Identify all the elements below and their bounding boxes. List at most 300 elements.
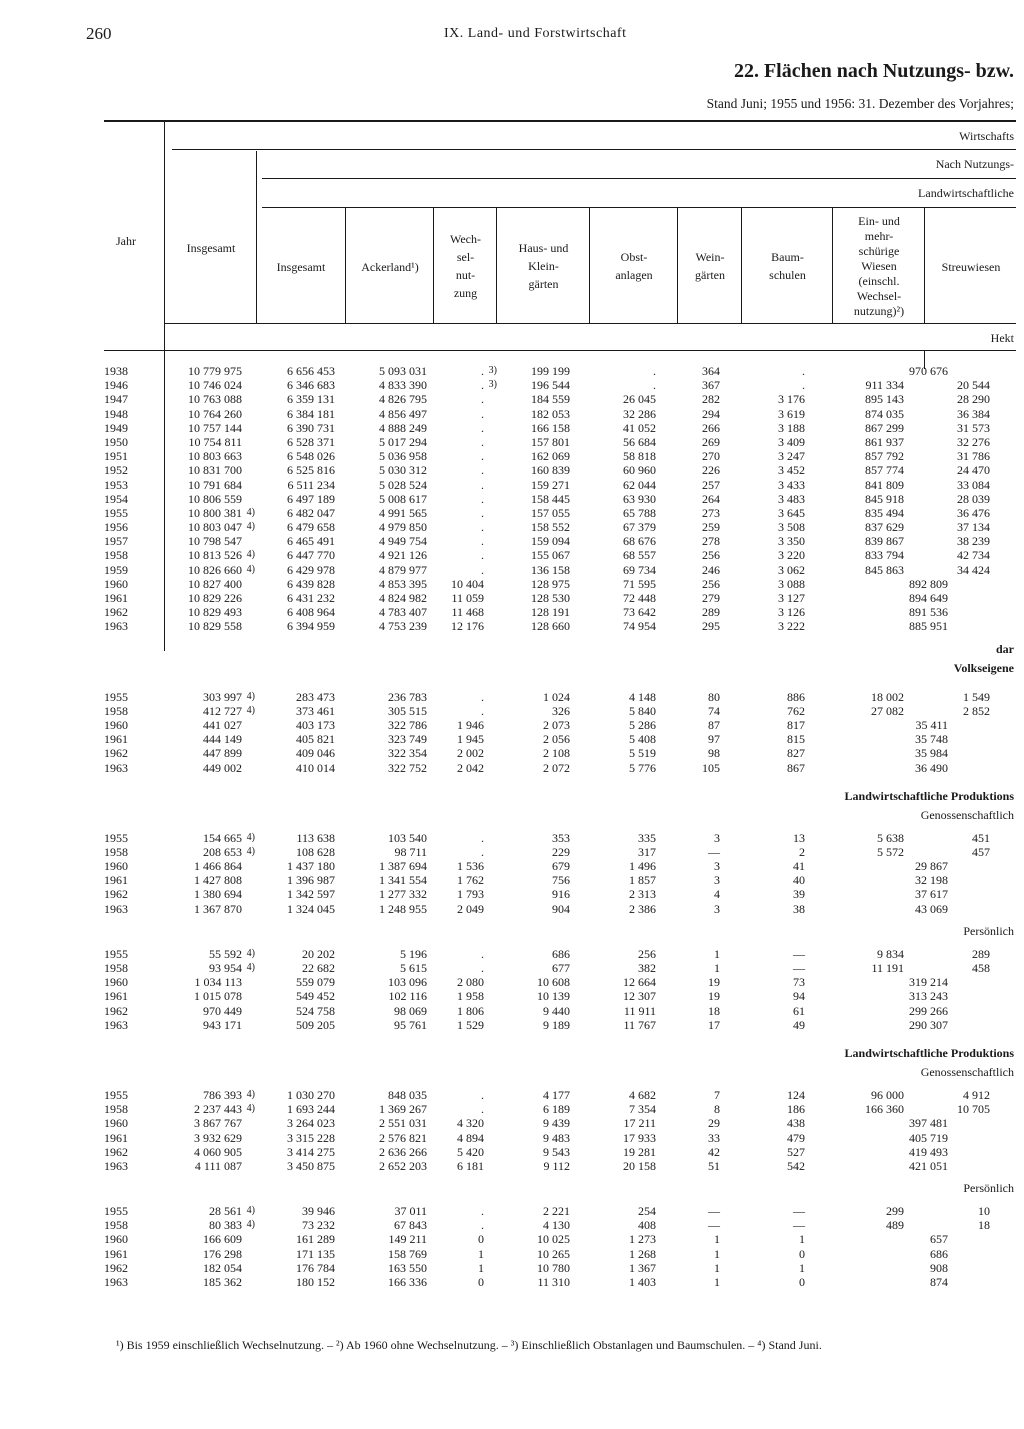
value-cell-c5: [500, 520, 570, 534]
value-cell-c8: [745, 1247, 805, 1261]
merged-wiesen-cell: 35 411: [915, 717, 948, 732]
value: 6 528 371: [287, 434, 335, 449]
value: 51: [708, 1158, 720, 1173]
value: 305 515: [388, 703, 427, 718]
value-cell-c9: 895 143: [865, 392, 904, 407]
value-cell-c5: [500, 873, 570, 887]
value-cell-c5: [500, 1004, 570, 1018]
value-cell-c7: [682, 463, 720, 477]
value: 6 525 816: [287, 463, 335, 478]
value: 13: [793, 830, 805, 845]
value-cell-c3: [350, 859, 427, 873]
merged-wiesen-cell: 908: [930, 1260, 948, 1275]
value-cell-c4: [437, 1232, 484, 1246]
value: 5 420: [457, 1144, 484, 1159]
value-cell-c7: [682, 1204, 720, 1218]
value-cell-c9: 489: [886, 1218, 904, 1233]
value-cell-c1: [160, 1232, 242, 1246]
section-spacer: [0, 1032, 1024, 1044]
year-cell: 1958: [104, 1102, 128, 1117]
value-cell-c6: [590, 478, 656, 492]
value: 171 135: [296, 1246, 335, 1261]
value: 303 997: [203, 689, 242, 704]
value: 1 403: [629, 1275, 656, 1289]
table-row: [0, 761, 1024, 775]
year-cell: 1961: [104, 873, 128, 888]
value: 1: [714, 1260, 720, 1275]
value-cell-c2: [258, 478, 335, 492]
value: 10 779 975: [188, 364, 242, 378]
value: 98 711: [394, 844, 427, 859]
value: 157 801: [531, 434, 570, 449]
value: 282: [702, 392, 720, 407]
value-cell-c8: [745, 761, 805, 775]
value-cell-c10: 36 384: [957, 406, 990, 421]
footnote-ref: 4): [246, 962, 255, 973]
value: 159 094: [531, 534, 570, 549]
value-cell-c7: [682, 421, 720, 435]
merged-wiesen-cell: 405 719: [909, 1130, 948, 1145]
value-cell-c5: [500, 704, 570, 718]
value-cell-c9: 299: [886, 1204, 904, 1219]
value: 60 960: [623, 463, 656, 478]
value-cell-c4: [437, 619, 484, 633]
year-cell: 1949: [104, 420, 128, 435]
section-label-text: Persönlich: [963, 1181, 1014, 1196]
value: 686: [552, 946, 570, 961]
value-cell-c3: [350, 732, 427, 746]
value-cell-c4: [437, 478, 484, 492]
value-cell-c1: [160, 492, 242, 506]
value-cell-c5: [500, 478, 570, 492]
value-cell-c8: [745, 605, 805, 619]
value: 65 788: [623, 505, 656, 520]
footnote-ref: 4): [246, 549, 255, 561]
value-cell-c5: [500, 563, 570, 577]
value: 405 821: [296, 732, 335, 747]
value: 326: [552, 703, 570, 718]
value: 196 544: [531, 378, 570, 393]
value: 17 933: [623, 1130, 656, 1145]
value-cell-c3: [350, 1247, 427, 1261]
value-cell-c8: [745, 1102, 805, 1116]
value-cell-c7: [682, 1218, 720, 1232]
value: .: [481, 477, 484, 492]
value-cell-c3: [350, 1275, 427, 1289]
value-cell-c4: [437, 845, 484, 859]
value-cell-c3: [350, 704, 427, 718]
value-cell-c8: [745, 746, 805, 760]
value: 1 367: [629, 1260, 656, 1275]
value: 1 341 554: [379, 873, 427, 888]
value-cell-c8: [745, 1088, 805, 1102]
table-row: [0, 548, 1024, 562]
value: 19: [708, 989, 720, 1004]
value: 4: [714, 887, 720, 902]
value-cell-c10: 31 786: [957, 449, 990, 464]
value: 1 945: [457, 732, 484, 747]
value-cell-c4: [437, 961, 484, 975]
value-cell-c1: [160, 548, 242, 562]
year-cell: 1950: [104, 434, 128, 449]
value-cell-c10: 10 705: [957, 1102, 990, 1117]
value-cell-c1: [160, 1116, 242, 1130]
year-cell: 1954: [104, 491, 128, 506]
table-row: [0, 1247, 1024, 1261]
year-cell: 1957: [104, 534, 128, 549]
value-cell-c7: [682, 732, 720, 746]
value: 3 645: [778, 505, 805, 520]
value-cell-c4: [437, 1159, 484, 1173]
value-cell-c1: [160, 859, 242, 873]
table-row: [0, 577, 1024, 591]
value: 1: [714, 1232, 720, 1247]
value-cell-c6: [590, 435, 656, 449]
value: 128 975: [531, 576, 570, 591]
value: 246: [702, 562, 720, 577]
value-cell-c1: [160, 989, 242, 1003]
value-cell-c8: [745, 1159, 805, 1173]
value-cell-c4: [437, 859, 484, 873]
value: 10 780: [537, 1260, 570, 1275]
value-cell-c5: [500, 548, 570, 562]
col-divider-5: [589, 208, 590, 324]
table-row: [0, 859, 1024, 873]
value: 11 059: [451, 591, 484, 605]
value: —: [793, 1218, 805, 1233]
value: 1 806: [457, 1003, 484, 1018]
value: 3 414 275: [287, 1144, 335, 1159]
section-label-text: Genossenschaftlich: [920, 1064, 1014, 1079]
value: 1 030 270: [287, 1087, 335, 1102]
value: 67 379: [623, 520, 656, 535]
value-cell-c2: [258, 364, 335, 378]
value-cell-c5: [500, 1018, 570, 1032]
value: 226: [702, 463, 720, 478]
value-cell-c2: [258, 989, 335, 1003]
year-cell: 1962: [104, 1003, 128, 1018]
table-row: [0, 947, 1024, 961]
value-cell-c1: [160, 605, 242, 619]
value-cell-c9: 867 299: [865, 420, 904, 435]
value-cell-c4: [437, 947, 484, 961]
value-cell-c5: [500, 449, 570, 463]
header-jahr: Jahr: [116, 234, 136, 248]
value-cell-c8: [745, 563, 805, 577]
value-cell-c1: [160, 887, 242, 901]
value-cell-c3: [350, 887, 427, 901]
value-cell-c5: [500, 577, 570, 591]
value-cell-c8: [745, 407, 805, 421]
value: 108 628: [296, 844, 335, 859]
value-cell-c6: [590, 704, 656, 718]
value: 4 177: [543, 1087, 570, 1102]
value: 449 002: [203, 760, 242, 775]
value-cell-c6: [590, 873, 656, 887]
table-row: [0, 690, 1024, 704]
value-cell-c8: [745, 887, 805, 901]
value-cell-c9: 845 863: [865, 562, 904, 577]
value-cell-c4: [437, 534, 484, 548]
footnote-ref: 4): [246, 521, 255, 533]
value-cell-c6: [590, 619, 656, 633]
value-cell-c3: [350, 1261, 427, 1275]
section-label-text: Genossenschaftlich: [920, 807, 1014, 822]
value-cell-c6: [590, 364, 656, 378]
year-cell: 1958: [104, 703, 128, 718]
year-cell: 1963: [104, 1275, 128, 1289]
value: 11 310: [537, 1275, 570, 1289]
table-row: [0, 746, 1024, 760]
value-cell-c8: [745, 732, 805, 746]
value: .: [481, 830, 484, 845]
value-cell-c3: [350, 449, 427, 463]
value: 63 930: [623, 491, 656, 506]
header-haus-kleingaerten: Haus- und Klein- gärten: [518, 241, 569, 291]
value-cell-c4: [437, 1004, 484, 1018]
value-cell-c1: [160, 1004, 242, 1018]
value: 256: [702, 576, 720, 591]
value-cell-c1: [160, 506, 242, 520]
value-cell-c2: [258, 534, 335, 548]
value-cell-c7: [682, 577, 720, 591]
value-cell-c5: [500, 1247, 570, 1261]
value: 295: [702, 619, 720, 634]
value: 55 592: [209, 946, 242, 961]
value: 80 383: [209, 1218, 242, 1233]
section-label: [0, 1044, 1024, 1063]
value-cell-c1: [160, 1247, 242, 1261]
value: 56 684: [623, 434, 656, 449]
value: 11 767: [623, 1017, 656, 1032]
footnote-ref: 4): [246, 1205, 255, 1217]
table-row: [0, 989, 1024, 1003]
year-cell: 1948: [104, 406, 128, 421]
value: 4 060 905: [194, 1144, 242, 1159]
value: 68 557: [623, 548, 656, 563]
value-cell-c2: [258, 975, 335, 989]
header-weingaerten: Wein- gärten: [695, 250, 725, 282]
year-cell: 1958: [104, 548, 128, 563]
merged-wiesen-cell: 419 493: [909, 1144, 948, 1159]
value-cell-c8: [745, 1145, 805, 1159]
value: 19: [708, 975, 720, 990]
year-cell: 1962: [104, 1260, 128, 1275]
header-rule-3: [262, 207, 1016, 208]
value: 166 609: [203, 1232, 242, 1247]
value-cell-c4: [437, 577, 484, 591]
year-cell: 1946: [104, 378, 128, 393]
value: —: [793, 961, 805, 975]
value: 1 762: [457, 873, 484, 888]
value-cell-c1: [160, 577, 242, 591]
value: 3: [714, 901, 720, 916]
value: 62 044: [623, 477, 656, 492]
value-cell-c7: [682, 845, 720, 859]
value-cell-c1: [160, 1261, 242, 1275]
value: 74 954: [623, 619, 656, 634]
value-cell-c2: [258, 761, 335, 775]
value: 4 991 565: [379, 505, 427, 520]
value: 6 656 453: [287, 364, 335, 378]
value: 9 440: [543, 1003, 570, 1018]
value-cell-c7: [682, 761, 720, 775]
footnote-ref: 3): [488, 379, 497, 391]
value: 26 045: [623, 392, 656, 407]
value-cell-c6: [590, 1232, 656, 1246]
value: 186: [787, 1102, 805, 1117]
value-cell-c4: [437, 1131, 484, 1145]
value-cell-c3: [350, 392, 427, 406]
value-cell-c6: [590, 1004, 656, 1018]
section-label: [0, 640, 1024, 659]
value-cell-c10: 32 276: [957, 434, 990, 449]
value: 28 561: [209, 1204, 242, 1219]
value: 176 298: [203, 1246, 242, 1261]
value: 42: [708, 1144, 720, 1159]
value-cell-c2: [246, 703, 335, 718]
footnote-ref: 4): [246, 704, 255, 716]
value-cell-c8: [745, 619, 805, 633]
value: .: [481, 946, 484, 961]
section-label-text: Landwirtschaftliche Produktions: [844, 788, 1014, 803]
value: 1 496: [629, 859, 656, 874]
value: .: [481, 449, 484, 464]
value: 0: [478, 1232, 484, 1247]
footnote-ref: 4): [246, 1103, 255, 1115]
value: 542: [787, 1158, 805, 1173]
value: 155 067: [531, 548, 570, 563]
value: 2 221: [543, 1204, 570, 1219]
value-cell-c3: [350, 718, 427, 732]
value-cell-c6: [590, 1145, 656, 1159]
value: 69 734: [623, 562, 656, 577]
value: 6 359 131: [287, 392, 335, 407]
value: 10 757 144: [188, 420, 242, 435]
value: 6 384 181: [287, 406, 335, 421]
value: —: [708, 844, 720, 859]
value-cell-c9: 833 794: [865, 548, 904, 563]
value-cell-c5: [500, 1102, 570, 1116]
value: 444 149: [203, 732, 242, 747]
value-cell-c2: [258, 1275, 335, 1289]
value: 257: [702, 477, 720, 492]
merged-wiesen-cell: 874: [930, 1275, 948, 1289]
value-cell-c8: [745, 704, 805, 718]
value: 10 265: [537, 1246, 570, 1261]
value-cell-c1: [160, 718, 242, 732]
table-row: [0, 563, 1024, 577]
section-label-text: Landwirtschaftliche Produktions: [844, 1045, 1014, 1060]
value: 1 536: [457, 859, 484, 874]
value: 20 158: [623, 1158, 656, 1173]
value-cell-c5: [500, 619, 570, 633]
value: 6 439 828: [287, 576, 335, 591]
value: 3 483: [778, 491, 805, 506]
table-section: [0, 1032, 1024, 1173]
value-cell-c2: [258, 591, 335, 605]
year-cell: 1961: [104, 1246, 128, 1261]
value: 1: [478, 1260, 484, 1275]
value: 3 062: [778, 562, 805, 577]
value: 256: [638, 946, 656, 961]
value-cell-c10: 28 039: [957, 491, 990, 506]
value: 10 800 381: [188, 505, 242, 520]
section-label-text: Persönlich: [963, 923, 1014, 938]
value: 1: [714, 1275, 720, 1289]
value-cell-c3: [350, 463, 427, 477]
value: 6 408 964: [287, 605, 335, 620]
value-cell-c7: [682, 746, 720, 760]
value: 3: [714, 830, 720, 845]
value-cell-c9: 11 191: [871, 961, 904, 975]
value: 73 642: [623, 605, 656, 620]
value-cell-c7: [682, 478, 720, 492]
table-row: [0, 407, 1024, 421]
value: 68 676: [623, 534, 656, 549]
table-row: [0, 1232, 1024, 1246]
value: 10 829 226: [188, 591, 242, 605]
value: 41: [793, 859, 805, 874]
value: 6 181: [457, 1158, 484, 1173]
value-cell-c8: [745, 1018, 805, 1032]
value-cell-c4: [437, 1018, 484, 1032]
value-cell-c1: [160, 1018, 242, 1032]
value: 1 437 180: [287, 859, 335, 874]
merged-wiesen-cell: 894 649: [909, 591, 948, 605]
value-cell-c3: [350, 548, 427, 562]
value-cell-c9: 861 937: [865, 434, 904, 449]
value: 848 035: [388, 1087, 427, 1102]
value: 3 452: [778, 463, 805, 478]
value-cell-c1: [160, 1145, 242, 1159]
value-cell-c1: [160, 563, 242, 577]
merged-wiesen-cell: 970 676: [909, 364, 948, 378]
value-cell-c1: [160, 1159, 242, 1173]
value: 6 346 683: [287, 378, 335, 393]
value-cell-c6: [590, 961, 656, 975]
value-cell-c3: [350, 961, 427, 975]
value: 1 427 808: [194, 873, 242, 888]
value-cell-c4: [437, 407, 484, 421]
value: 39: [793, 887, 805, 902]
value-cell-c2: [258, 1116, 335, 1130]
table-row: [0, 1088, 1024, 1102]
value: 904: [552, 901, 570, 916]
value: 4 130: [543, 1218, 570, 1233]
value: 1 034 113: [194, 975, 242, 990]
value-cell-c1: [160, 746, 242, 760]
value: 1: [799, 1260, 805, 1275]
value-cell-c8: [745, 1218, 805, 1232]
merged-wiesen-cell: 657: [930, 1232, 948, 1247]
value: 410 014: [296, 760, 335, 775]
footnote-ref: 4): [246, 1088, 255, 1100]
value-cell-c6: [590, 1247, 656, 1261]
table-row: [0, 591, 1024, 605]
value: 199 199: [531, 364, 570, 378]
value-cell-c4: [437, 831, 484, 845]
value-cell-c3: [350, 845, 427, 859]
value-cell-c4: [437, 989, 484, 1003]
table-row: [0, 463, 1024, 477]
merged-wiesen-cell: 36 490: [915, 760, 948, 775]
table-row: [0, 1204, 1024, 1218]
value: 2 386: [629, 901, 656, 916]
value-cell-c8: [745, 975, 805, 989]
value: 7 354: [629, 1102, 656, 1117]
value-cell-c8: [745, 392, 805, 406]
